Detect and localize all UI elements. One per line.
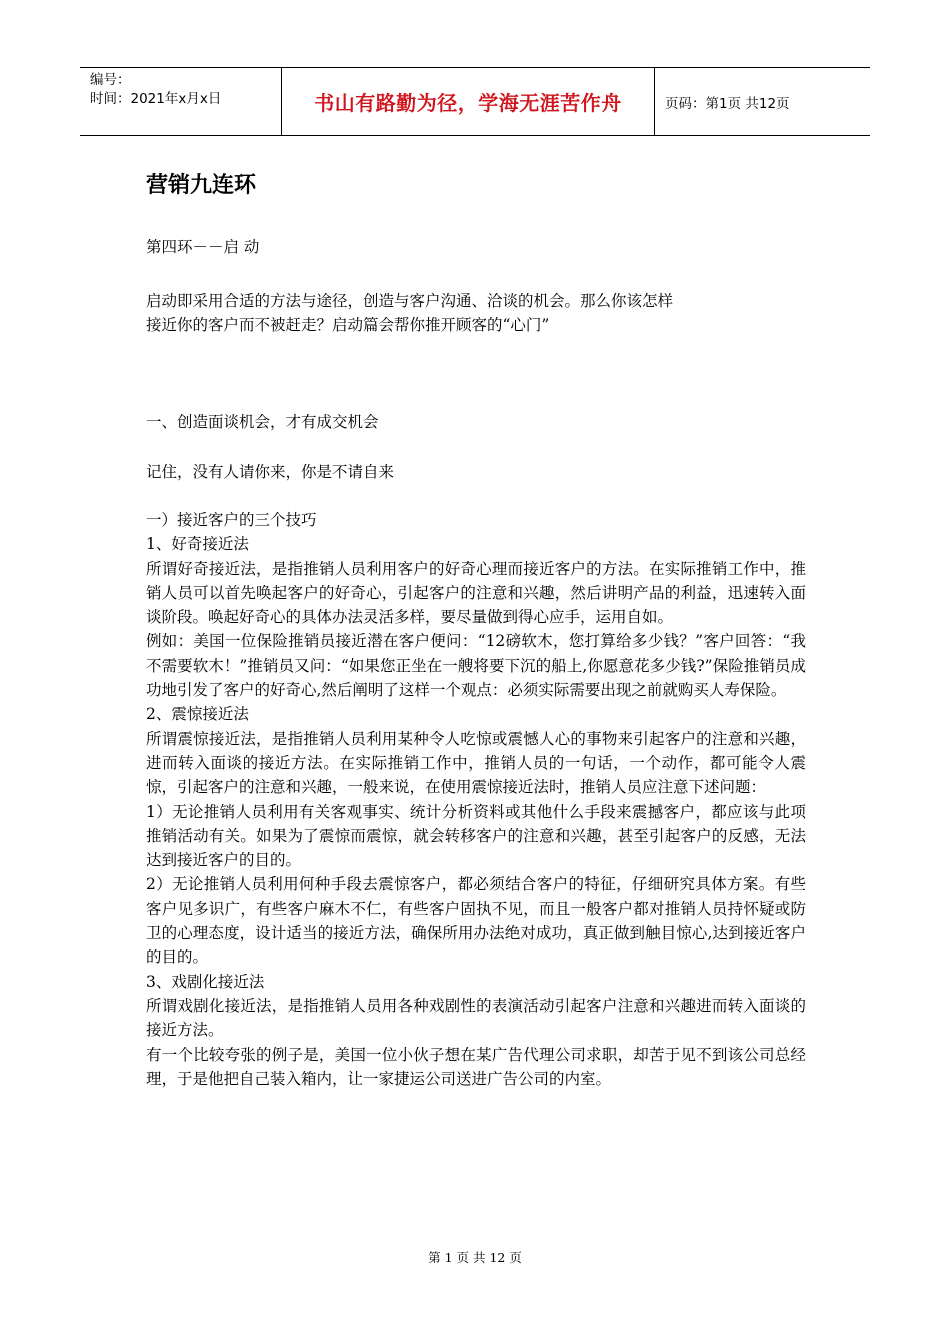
paragraph: 所谓戏剧化接近法，是指推销人员用各种戏剧性的表演活动引起客户注意和兴趣进而转入面谈的接近方法。 [146,996,806,1040]
technique-heading: 1、好奇接近法 [146,535,249,554]
intro-paragraph [146,289,806,337]
subtitle: 第四环－－启 动 [146,238,260,256]
page-header [80,67,870,136]
technique-heading: 3、戏剧化接近法 [146,972,265,991]
intro-line: 启动即采用合适的方法与途径，创造与客户沟通、洽谈的机会。那么你该怎样 [146,292,674,310]
header-number: 编号： [90,72,131,88]
subsection-heading: 一）接近客户的三个技巧 [146,511,317,529]
paragraph: 有一个比较夸张的例子是，美国一位小伙子想在某广告代理公司求职，却苦于见不到该公司总经理，于是他把自己装入箱内，让一家捷运公司送进广告公司的内室。 [146,1045,806,1088]
paragraph: 所谓好奇接近法，是指推销人员利用客户的好奇心理而接近客户的方法。在实际推销工作中，推销人员可以首先唤起客户的好奇心，引起客户的注意和兴趣，然后讲明产品的利益，迅速转入面谈阶段。唤起好奇心的具体办法灵活多样，要尽量做到得心应手，运用自如。 [146,559,806,627]
header-motto: 书山有路勤为径，学海无涯苦作舟 [281,68,655,135]
page-footer: 第 1 页 共 12 页 [428,1250,522,1265]
header-page-info: 页码：第1页 共12页 [665,95,790,112]
paragraph: 2）无论推销人员利用何种手段去震惊客户，都必须结合客户的特征，仔细研究具体方案。有些客户见多识广，有些客户麻木不仁，有些客户固执不见，而且一般客户都对推销人员持怀疑或防卫的心理态度，设计适当的接近方法，确保所用办法绝对成功，真正做到触目惊心,达到接近客户的目的。 [146,875,806,967]
technique-heading: 2、震惊接近法 [146,705,249,724]
document-title: 营销九连环 [146,173,257,198]
header-meta [80,68,281,135]
section-heading: 一、创造面谈机会，才有成交机会 [146,413,379,431]
intro-line: 接近你的客户而不被赶走？启动篇会帮你推开顾客的“心门” [146,316,550,334]
paragraph: 所谓震惊接近法，是指推销人员利用某种令人吃惊或震憾人心的事物来引起客户的注意和兴趣，进而转入面谈的接近方法。在实际推销工作中，推销人员的一句话，一个动作，都可能令人震惊，引起客户的注意和兴趣，一般来说，在使用震惊接近法时，推销人员应注意下述问题： [146,729,806,797]
remember-line: 记住，没有人请你来，你是不请自来 [146,463,395,481]
header-date: 时间：2021年x月x日 [90,91,222,107]
paragraph: 例如：美国一位保险推销员接近潜在客户便问：“12磅软木，您打算给多少钱？”客户回答：“我不需要软木！”推销员又问：“如果您正坐在一艘将要下沉的船上,你愿意花多少钱?”保险推销员成功地引发了客户的好奇心,然后阐明了这样一个观点：必须实际需要出现之前就购买人寿保险。 [146,632,806,700]
body-text [146,508,806,1091]
paragraph: 1）无论推销人员利用有关客观事实、统计分析资料或其他什么手段来震撼客户，都应该与此项推销活动有关。如果为了震惊而震惊，就会转移客户的注意和兴趣，甚至引起客户的反感，无法达到接近客户的目的。 [146,802,806,870]
